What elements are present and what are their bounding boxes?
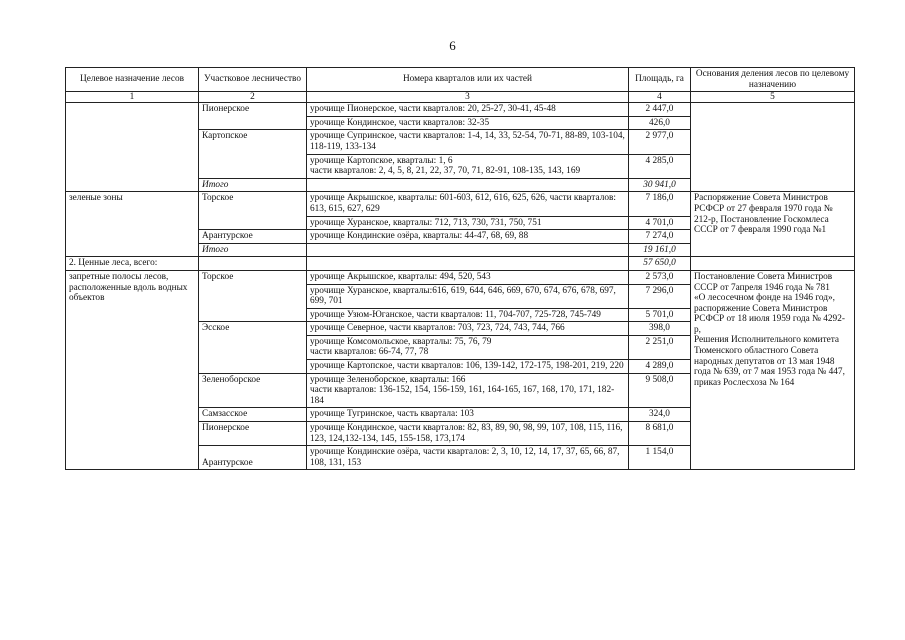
area-cell: 5 701,0 bbox=[629, 308, 691, 322]
forest-allocation-table bbox=[65, 67, 855, 470]
table-row bbox=[66, 192, 855, 216]
forestry-name: Зеленоборское bbox=[199, 373, 307, 408]
quarters-cell: урочище Кондинское, части кварталов: 32-35 bbox=[307, 116, 629, 130]
area-cell: 4 289,0 bbox=[629, 360, 691, 374]
quarters-cell: урочище Кондинские озёра, части кварталов: 2, 3, 10, 12, 14, 17, 37, 65, 66, 87, 108, 131, 153 bbox=[307, 446, 629, 470]
column-number: 1 bbox=[66, 92, 199, 103]
column-number: 5 bbox=[691, 92, 855, 103]
page-number: 6 bbox=[449, 38, 456, 53]
area-cell: 398,0 bbox=[629, 322, 691, 336]
area-cell: 7 186,0 bbox=[629, 192, 691, 216]
basis-cell: Постановление Совета Министров СССР от 7апреля 1946 года № 781 «О лесосечном фонде на 1946 год», распоряжение Совета Министров РСФСР от 18 июля 1959 года № 4292-р, Решения Исполнительного комитета Тюменского областного Совета народных депутатов от 13 мая 1948 года № 639, от 7 мая 1953 года № 447, приказ Рослесхоза № 164 bbox=[691, 270, 855, 470]
quarters-cell: урочище Хуранское, кварталы:616, 619, 644, 646, 669, 670, 674, 676, 678, 697, 699, 701 bbox=[307, 284, 629, 308]
forestry-name: Пионерское bbox=[199, 422, 307, 446]
header-area: Площадь, га bbox=[629, 68, 691, 92]
total-empty bbox=[307, 178, 629, 192]
header-forestry: Участковое лесничество bbox=[199, 68, 307, 92]
forestry-name: Арантурское bbox=[199, 230, 307, 244]
section-label: 2. Ценные леса, всего: bbox=[66, 257, 199, 271]
area-cell: 2 977,0 bbox=[629, 130, 691, 154]
column-number: 4 bbox=[629, 92, 691, 103]
total-label: Итого bbox=[199, 178, 307, 192]
forestry-name: Торское bbox=[199, 192, 307, 230]
header-quarters: Номера кварталов или их частей bbox=[307, 68, 629, 92]
area-cell: 2 447,0 bbox=[629, 103, 691, 117]
quarters-cell: урочище Тугринское, часть квартала: 103 bbox=[307, 408, 629, 422]
quarters-cell: урочище Кондинские озёра, кварталы: 44-47, 68, 69, 88 bbox=[307, 230, 629, 244]
column-number-row bbox=[66, 92, 855, 103]
section-empty bbox=[199, 257, 307, 271]
forestry-name: Картопское bbox=[199, 130, 307, 178]
quarters-cell: урочище Картопское, кварталы: 1, 6 части кварталов: 2, 4, 5, 8, 21, 22, 37, 70, 71, 82-91, 108-135, 143, 169 bbox=[307, 154, 629, 178]
area-cell: 1 154,0 bbox=[629, 446, 691, 470]
quarters-cell: урочище Акрышское, кварталы: 601-603, 612, 616, 625, 626, части кварталов: 613, 615, 627, 629 bbox=[307, 192, 629, 216]
section-empty bbox=[691, 257, 855, 271]
area-cell: 2 573,0 bbox=[629, 270, 691, 284]
forestry-name: Торское bbox=[199, 270, 307, 321]
forestry-name: Самзасское bbox=[199, 408, 307, 422]
area-cell: 2 251,0 bbox=[629, 335, 691, 359]
quarters-cell: урочище Картопское, части кварталов: 106, 139-142, 172-175, 198-201, 219, 220 bbox=[307, 360, 629, 374]
header-basis: Основания деления лесов по целевому назначению bbox=[691, 68, 855, 92]
table-row bbox=[66, 103, 855, 117]
total-value: 19 161,0 bbox=[629, 243, 691, 257]
quarters-cell: урочище Комсомольское, кварталы: 75, 76, 79 части кварталов: 66-74, 77, 78 bbox=[307, 335, 629, 359]
section-total-row bbox=[66, 257, 855, 271]
area-cell: 4 285,0 bbox=[629, 154, 691, 178]
table-row bbox=[66, 270, 855, 284]
quarters-cell: урочище Узюм-Юганское, части кварталов: 11, 704-707, 725-728, 745-749 bbox=[307, 308, 629, 322]
purpose-cell: зеленые зоны bbox=[66, 192, 199, 257]
area-cell: 7 274,0 bbox=[629, 230, 691, 244]
quarters-cell: урочище Пионерское, части кварталов: 20, 25-27, 30-41, 45-48 bbox=[307, 103, 629, 117]
area-cell: 324,0 bbox=[629, 408, 691, 422]
forestry-name: Арантурское bbox=[199, 446, 307, 470]
total-value: 30 941,0 bbox=[629, 178, 691, 192]
forestry-name: Пионерское bbox=[199, 103, 307, 130]
area-cell: 4 701,0 bbox=[629, 216, 691, 230]
quarters-cell: урочище Акрышское, кварталы: 494, 520, 543 bbox=[307, 270, 629, 284]
column-number: 2 bbox=[199, 92, 307, 103]
quarters-cell: урочище Кондинское, части кварталов: 82, 83, 89, 90, 98, 99, 107, 108, 115, 116, 123, 124,132-134, 145, 155-158, 173,174 bbox=[307, 422, 629, 446]
header-purpose: Целевое назначение лесов bbox=[66, 68, 199, 92]
area-cell: 9 508,0 bbox=[629, 373, 691, 408]
area-cell: 426,0 bbox=[629, 116, 691, 130]
purpose-cell-empty bbox=[66, 103, 199, 192]
total-label: Итого bbox=[199, 243, 307, 257]
area-cell: 7 296,0 bbox=[629, 284, 691, 308]
quarters-cell: урочище Хуранское, кварталы: 712, 713, 730, 731, 750, 751 bbox=[307, 216, 629, 230]
basis-cell-empty bbox=[691, 103, 855, 192]
basis-cell: Распоряжение Совета Министров РСФСР от 27 февраля 1970 года № 212-р, Постановление Госкомлеса СССР от 7 февраля 1990 года №1 bbox=[691, 192, 855, 257]
column-number: 3 bbox=[307, 92, 629, 103]
quarters-cell: урочище Северное, части кварталов: 703, 723, 724, 743, 744, 766 bbox=[307, 322, 629, 336]
quarters-cell: урочище Зеленоборское, кварталы: 166 части кварталов: 136-152, 154, 156-159, 161, 164-165, 167, 168, 170, 171, 182-184 bbox=[307, 373, 629, 408]
section-value: 57 650,0 bbox=[629, 257, 691, 271]
section-empty bbox=[307, 257, 629, 271]
forestry-name: Эсское bbox=[199, 322, 307, 373]
quarters-cell: урочище Супринское, части кварталов: 1-4, 14, 33, 52-54, 70-71, 88-89, 103-104, 118-119, 133-134 bbox=[307, 130, 629, 154]
purpose-cell: запретные полосы лесов, расположенные вдоль водных объектов bbox=[66, 270, 199, 470]
total-empty bbox=[307, 243, 629, 257]
header-row bbox=[66, 68, 855, 92]
area-cell: 8 681,0 bbox=[629, 422, 691, 446]
